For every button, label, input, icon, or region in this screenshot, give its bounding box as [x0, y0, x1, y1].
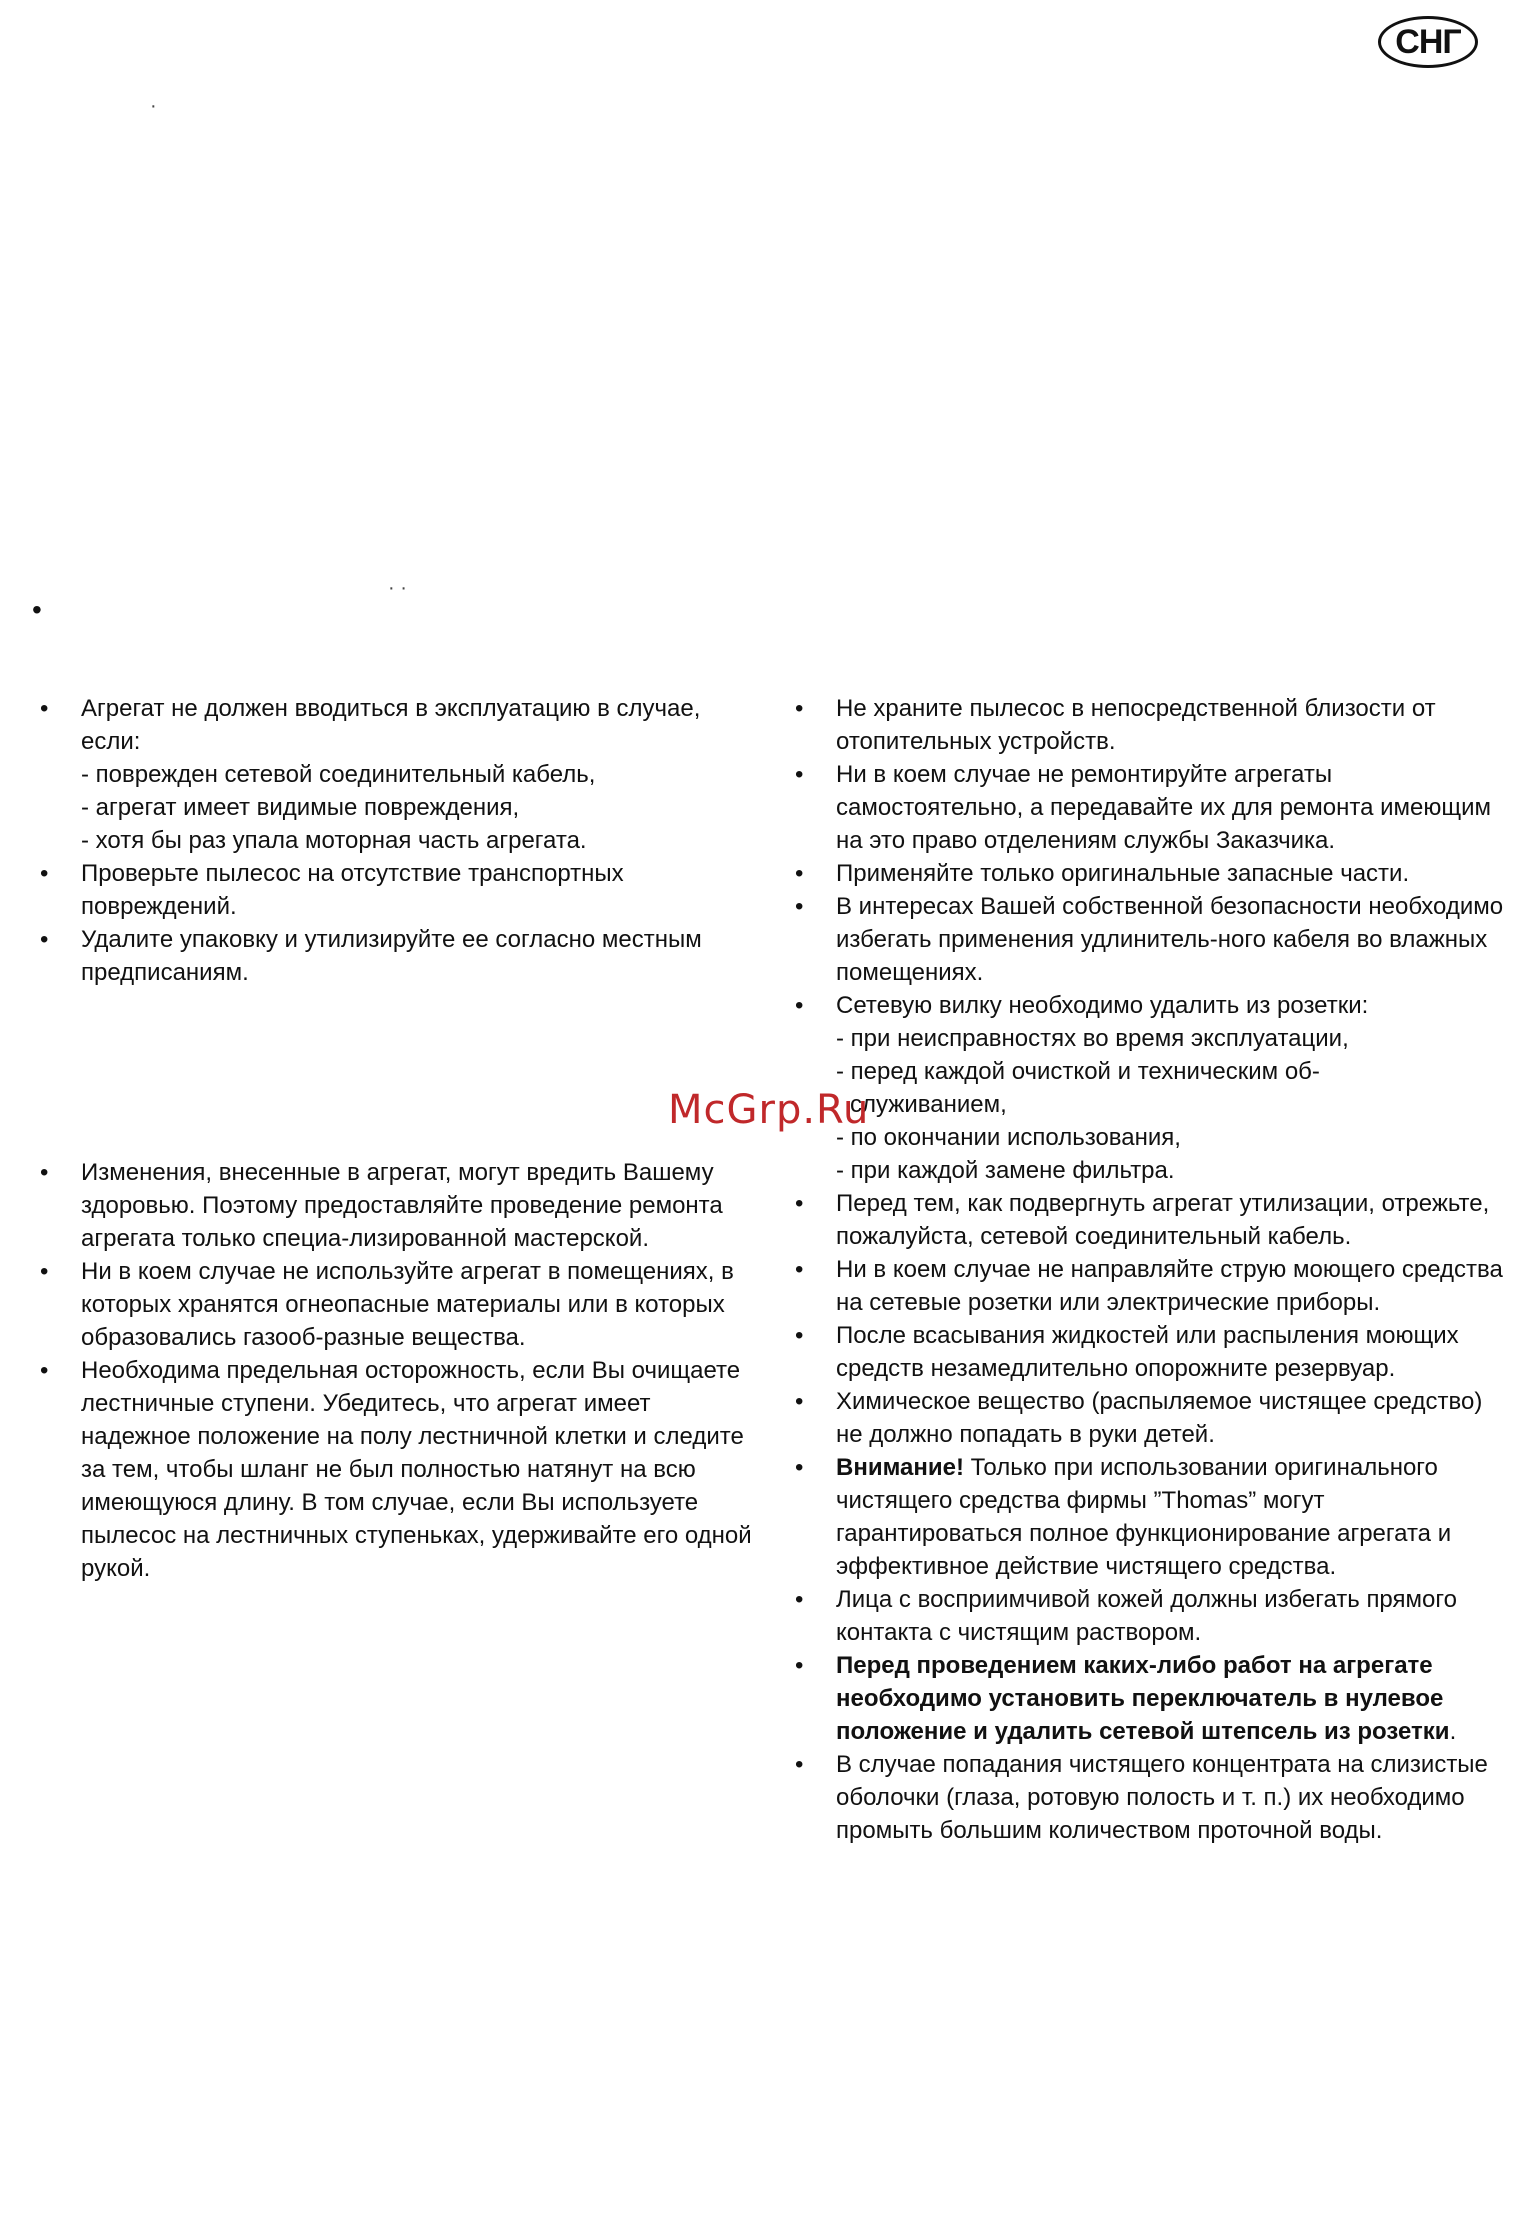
list-item	[38, 857, 758, 923]
list-item	[793, 857, 1515, 890]
item-text: .	[1449, 1718, 1457, 1745]
scan-speck: · ·	[388, 577, 407, 599]
list-item	[793, 1385, 1515, 1451]
list-item	[793, 1649, 1515, 1748]
list-item	[38, 692, 758, 857]
item-text: Удалите упаковку и утилизируйте ее согласно местным предписаниям.	[81, 926, 702, 986]
sub-item: - хотя бы раз упала моторная часть агрегата.	[81, 827, 587, 854]
list-item	[793, 1253, 1515, 1319]
item-text-bold: Перед проведением каких-либо работ на агрегате необходимо установить переключатель в нулевое положение и удалить сетевой штепсель из розетки	[836, 1652, 1450, 1745]
item-text: Изменения, внесенные в агрегат, могут вредить Вашему здоровью. Поэтому предоставляйте проведение ремонта агрегата только специа-лизированной мастерской.	[81, 1159, 723, 1252]
item-text: Ни в коем случае не ремонтируйте агрегаты самостоятельно, а передавайте их для ремонта имеющим на это право отделениям службы Заказчика.	[836, 761, 1492, 854]
list-item	[793, 1748, 1515, 1847]
sub-item: служиванием,	[850, 1091, 1007, 1118]
stray-bullet-mark: •	[32, 594, 42, 625]
sub-item: - при неисправностях во время эксплуатации,	[836, 1025, 1349, 1052]
attention-label: Внимание!	[836, 1454, 964, 1481]
item-text: В случае попадания чистящего концентрата на слизистые оболочки (глаза, ротовую полость и т. п.) их необходимо промыть большим количеством проточной воды.	[836, 1751, 1488, 1844]
item-text: Необходима предельная осторожность, если Вы очищаете лестничные ступени. Убедитесь, что агрегат имеет надежное положение на полу лестничной клетки и следите за тем, чтобы шланг не был полностью натянут на всю имеющуюся длину. В том случае, если Вы используете пылесос на лестничных ступеньках, удерживайте его одной рукой.	[81, 1357, 752, 1582]
item-text: Проверьте пылесос на отсутствие транспортных повреждений.	[81, 860, 624, 920]
list-item	[793, 1319, 1515, 1385]
item-text: Перед тем, как подвергнуть агрегат утилизации, отрежьте, пожалуйста, сетевой соединительный кабель.	[836, 1190, 1490, 1250]
list-item	[793, 1583, 1515, 1649]
item-text: Ни в коем случае не используйте агрегат в помещениях, в которых хранятся огнеопасные материалы или в которых образовались газооб-разные вещества.	[81, 1258, 734, 1351]
item-text: Химическое вещество (распыляемое чистящее средство) не должно попадать в руки детей.	[836, 1388, 1483, 1448]
list-item	[793, 890, 1515, 989]
item-text: Не храните пылесос в непосредственной близости от отопительных устройств.	[836, 695, 1436, 755]
list-item	[38, 1156, 758, 1255]
item-text: Ни в коем случае не направляйте струю моющего средства на сетевые розетки или электрические приборы.	[836, 1256, 1503, 1316]
left-group-2	[38, 1156, 758, 1585]
item-text: Лица с восприимчивой кожей должны избегать прямого контакта с чистящим раствором.	[836, 1586, 1457, 1646]
list-item	[38, 923, 758, 989]
left-group-1	[38, 692, 758, 989]
item-text: Сетевую вилку необходимо удалить из розетки:	[836, 992, 1369, 1019]
list-item	[793, 1451, 1515, 1583]
list-item	[793, 692, 1515, 758]
list-item	[38, 1354, 758, 1585]
list-item	[793, 1187, 1515, 1253]
watermark-link[interactable]: McGrp.Ru	[668, 1087, 870, 1133]
right-column	[793, 692, 1515, 1847]
region-badge: СНГ	[1378, 16, 1478, 68]
sub-item: - по окончании использования,	[836, 1124, 1181, 1151]
list-item	[793, 758, 1515, 857]
item-text: Применяйте только оригинальные запасные части.	[836, 860, 1410, 887]
scan-speck: ·	[150, 95, 157, 117]
list-item	[38, 1255, 758, 1354]
sub-item: - при каждой замене фильтра.	[836, 1157, 1175, 1184]
sub-item: - поврежден сетевой соединительный кабель,	[81, 761, 596, 788]
item-text: Только при использовании оригинального чистящего средства фирмы ”Thomas” могут гарантироваться полное функционирование агрегата и эффективное действие чистящего средства.	[836, 1454, 1452, 1580]
item-text: Агрегат не должен вводиться в эксплуатацию в случае, если:	[81, 695, 701, 755]
sub-item: - перед каждой очисткой и техническим об-	[836, 1058, 1320, 1085]
item-text: В интересах Вашей собственной безопасности необходимо избегать применения удлинитель-ного кабеля во влажных помещениях.	[836, 893, 1504, 986]
item-text: После всасывания жидкостей или распыления моющих средств незамедлительно опорожните резервуар.	[836, 1322, 1459, 1382]
sub-item: - агрегат имеет видимые повреждения,	[81, 794, 520, 821]
list-item	[793, 989, 1515, 1187]
